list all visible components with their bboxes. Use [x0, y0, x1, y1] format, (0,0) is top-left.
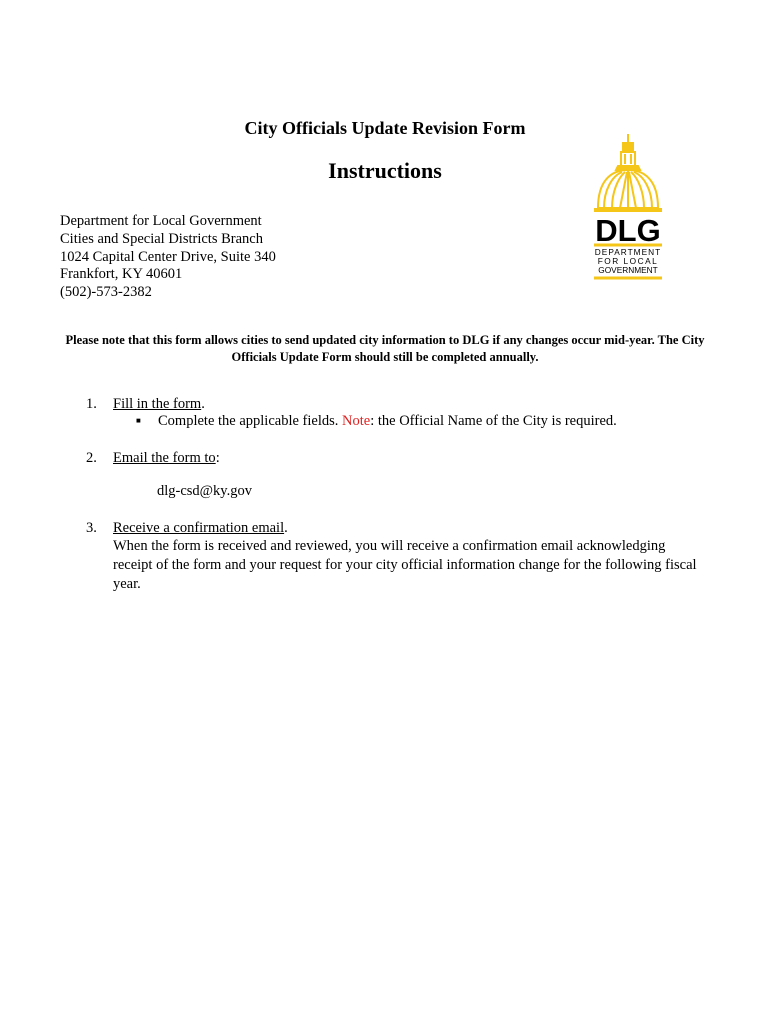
- logo-acronym: DLG: [595, 213, 661, 248]
- step-label: Receive a confirmation email: [113, 520, 285, 536]
- step-2: [86, 449, 220, 468]
- logo-line: DEPARTMENT: [594, 247, 662, 257]
- address-line: 1024 Capital Center Drive, Suite 340: [60, 248, 276, 265]
- step-suffix: .: [201, 396, 205, 412]
- step-number: 1.: [86, 396, 97, 412]
- email-address: dlg-csd@ky.gov: [157, 483, 252, 499]
- step-number: 3.: [86, 520, 97, 536]
- phone-number: (502)-573-2382: [60, 284, 152, 301]
- address-line: Cities and Special Districts Branch: [60, 230, 263, 247]
- step-3: [86, 519, 288, 538]
- step-1-bullet: [136, 413, 617, 430]
- address-line: Frankfort, KY 40601: [60, 266, 183, 283]
- page-title: City Officials Update Revision Form: [244, 118, 526, 138]
- step-suffix: .: [284, 520, 288, 536]
- step-3-detail: When the form is received and reviewed, you will receive a confirmation email acknowledging receipt of the form and your request for your city official information change for the following fiscal year.: [113, 538, 697, 592]
- bullet-text: Complete the applicable fields.: [158, 413, 343, 429]
- note-text: : the Official Name of the City is required.: [370, 413, 617, 429]
- step-number: 2.: [86, 450, 97, 466]
- address-line: Department for Local Government: [60, 213, 262, 229]
- contact-address: [60, 213, 276, 302]
- logo-line: GOVERNMENT: [598, 265, 658, 275]
- capitol-dome-icon: [594, 134, 662, 212]
- step-1: [86, 395, 205, 414]
- logo-line: FOR LOCAL: [597, 256, 659, 266]
- dlg-logo: [588, 132, 668, 282]
- step-suffix: :: [215, 450, 220, 466]
- instructions-heading: Instructions: [328, 158, 442, 183]
- step-label: Fill in the form: [113, 396, 202, 412]
- notice-text: Please note that this form allows cities to send updated city information to DLG if any changes occur mid-year. The City Officials Update Form should still be completed annually.: [65, 333, 705, 364]
- note-label: Note: [342, 413, 371, 429]
- step-label: Email the form to: [113, 450, 216, 466]
- square-bullet-icon: ■: [136, 416, 141, 425]
